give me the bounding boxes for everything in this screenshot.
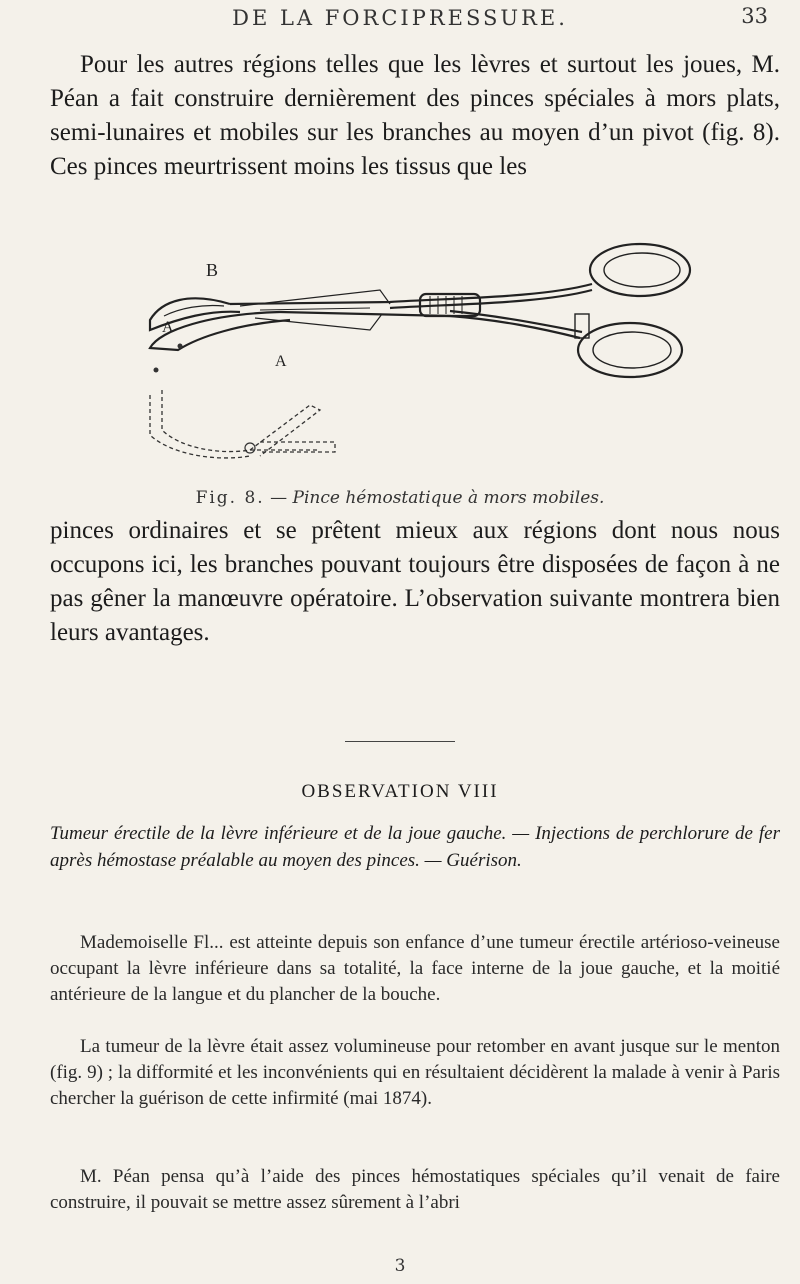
paragraph-5: M. Péan pensa qu’à l’aide des pinces hémostatiques spéciales qu’il venait de faire construire, il pouvait se mettre assez sûrement à l’abri <box>50 1166 780 1213</box>
figure-caption <box>0 488 800 508</box>
lower-ring-inner <box>593 332 671 368</box>
running-head: DE LA FORCIPRESSURE. <box>232 6 568 30</box>
observation-summary: Tumeur érectile de la lèvre inférieure et de la joue gauche. — Injections de perchlorure de fer après hémostase préalable au moyen des pinces. — Guérison. <box>50 823 780 871</box>
upper-ring <box>590 244 690 296</box>
caption-dash: — <box>270 488 288 508</box>
section-divider <box>345 741 455 742</box>
label-b: B <box>206 260 219 280</box>
paragraph-2: pinces ordinaires et se prêtent mieux aux régions dont nous nous occupons ici, les branches pouvant toujours être disposées de façon à ne pas gêner la manœuvre opératoire. L’observation suivante montrera bien leurs avantages. <box>50 517 780 646</box>
label-a-mid: A <box>275 353 287 370</box>
caption-label: Fig. 8. <box>195 488 265 508</box>
observation-title: OBSERVATION VIII <box>301 781 499 802</box>
paragraph-3: Mademoiselle Fl... est atteinte depuis son enfance d’une tumeur érectile artérioso-veineuse occupant la lèvre inférieure dans sa totalité, la face interne de la joue gauche, et la moitié antérieure de la langue et du plancher de la bouche. <box>50 932 780 1005</box>
caption-title: Pince hémostatique à mors mobiles. <box>292 488 605 508</box>
label-a-left: A <box>162 319 174 336</box>
paragraph-4: La tumeur de la lèvre était assez volumineuse pour retomber en avant jusque sur le menton (fig. 9) ; la difformité et les inconvénients qui en résultaient décidèrent la malade à venir à Paris chercher la guérison de cette infirmité (mai 1874). <box>50 1036 780 1109</box>
signature-mark: 3 <box>394 1256 406 1276</box>
upper-ring-inner <box>604 253 680 287</box>
forceps-figure <box>120 180 700 480</box>
paragraph-1: Pour les autres régions telles que les lèvres et surtout les joues, M. Péan a fait construire dernièrement des pinces spéciales à mors plats, semi-lunaires et mobiles sur les branches au moyen d’un pivot (fig. 8). Ces pinces meurtrissent moins les tissus que les <box>50 51 780 180</box>
page-number: 33 <box>741 4 768 28</box>
